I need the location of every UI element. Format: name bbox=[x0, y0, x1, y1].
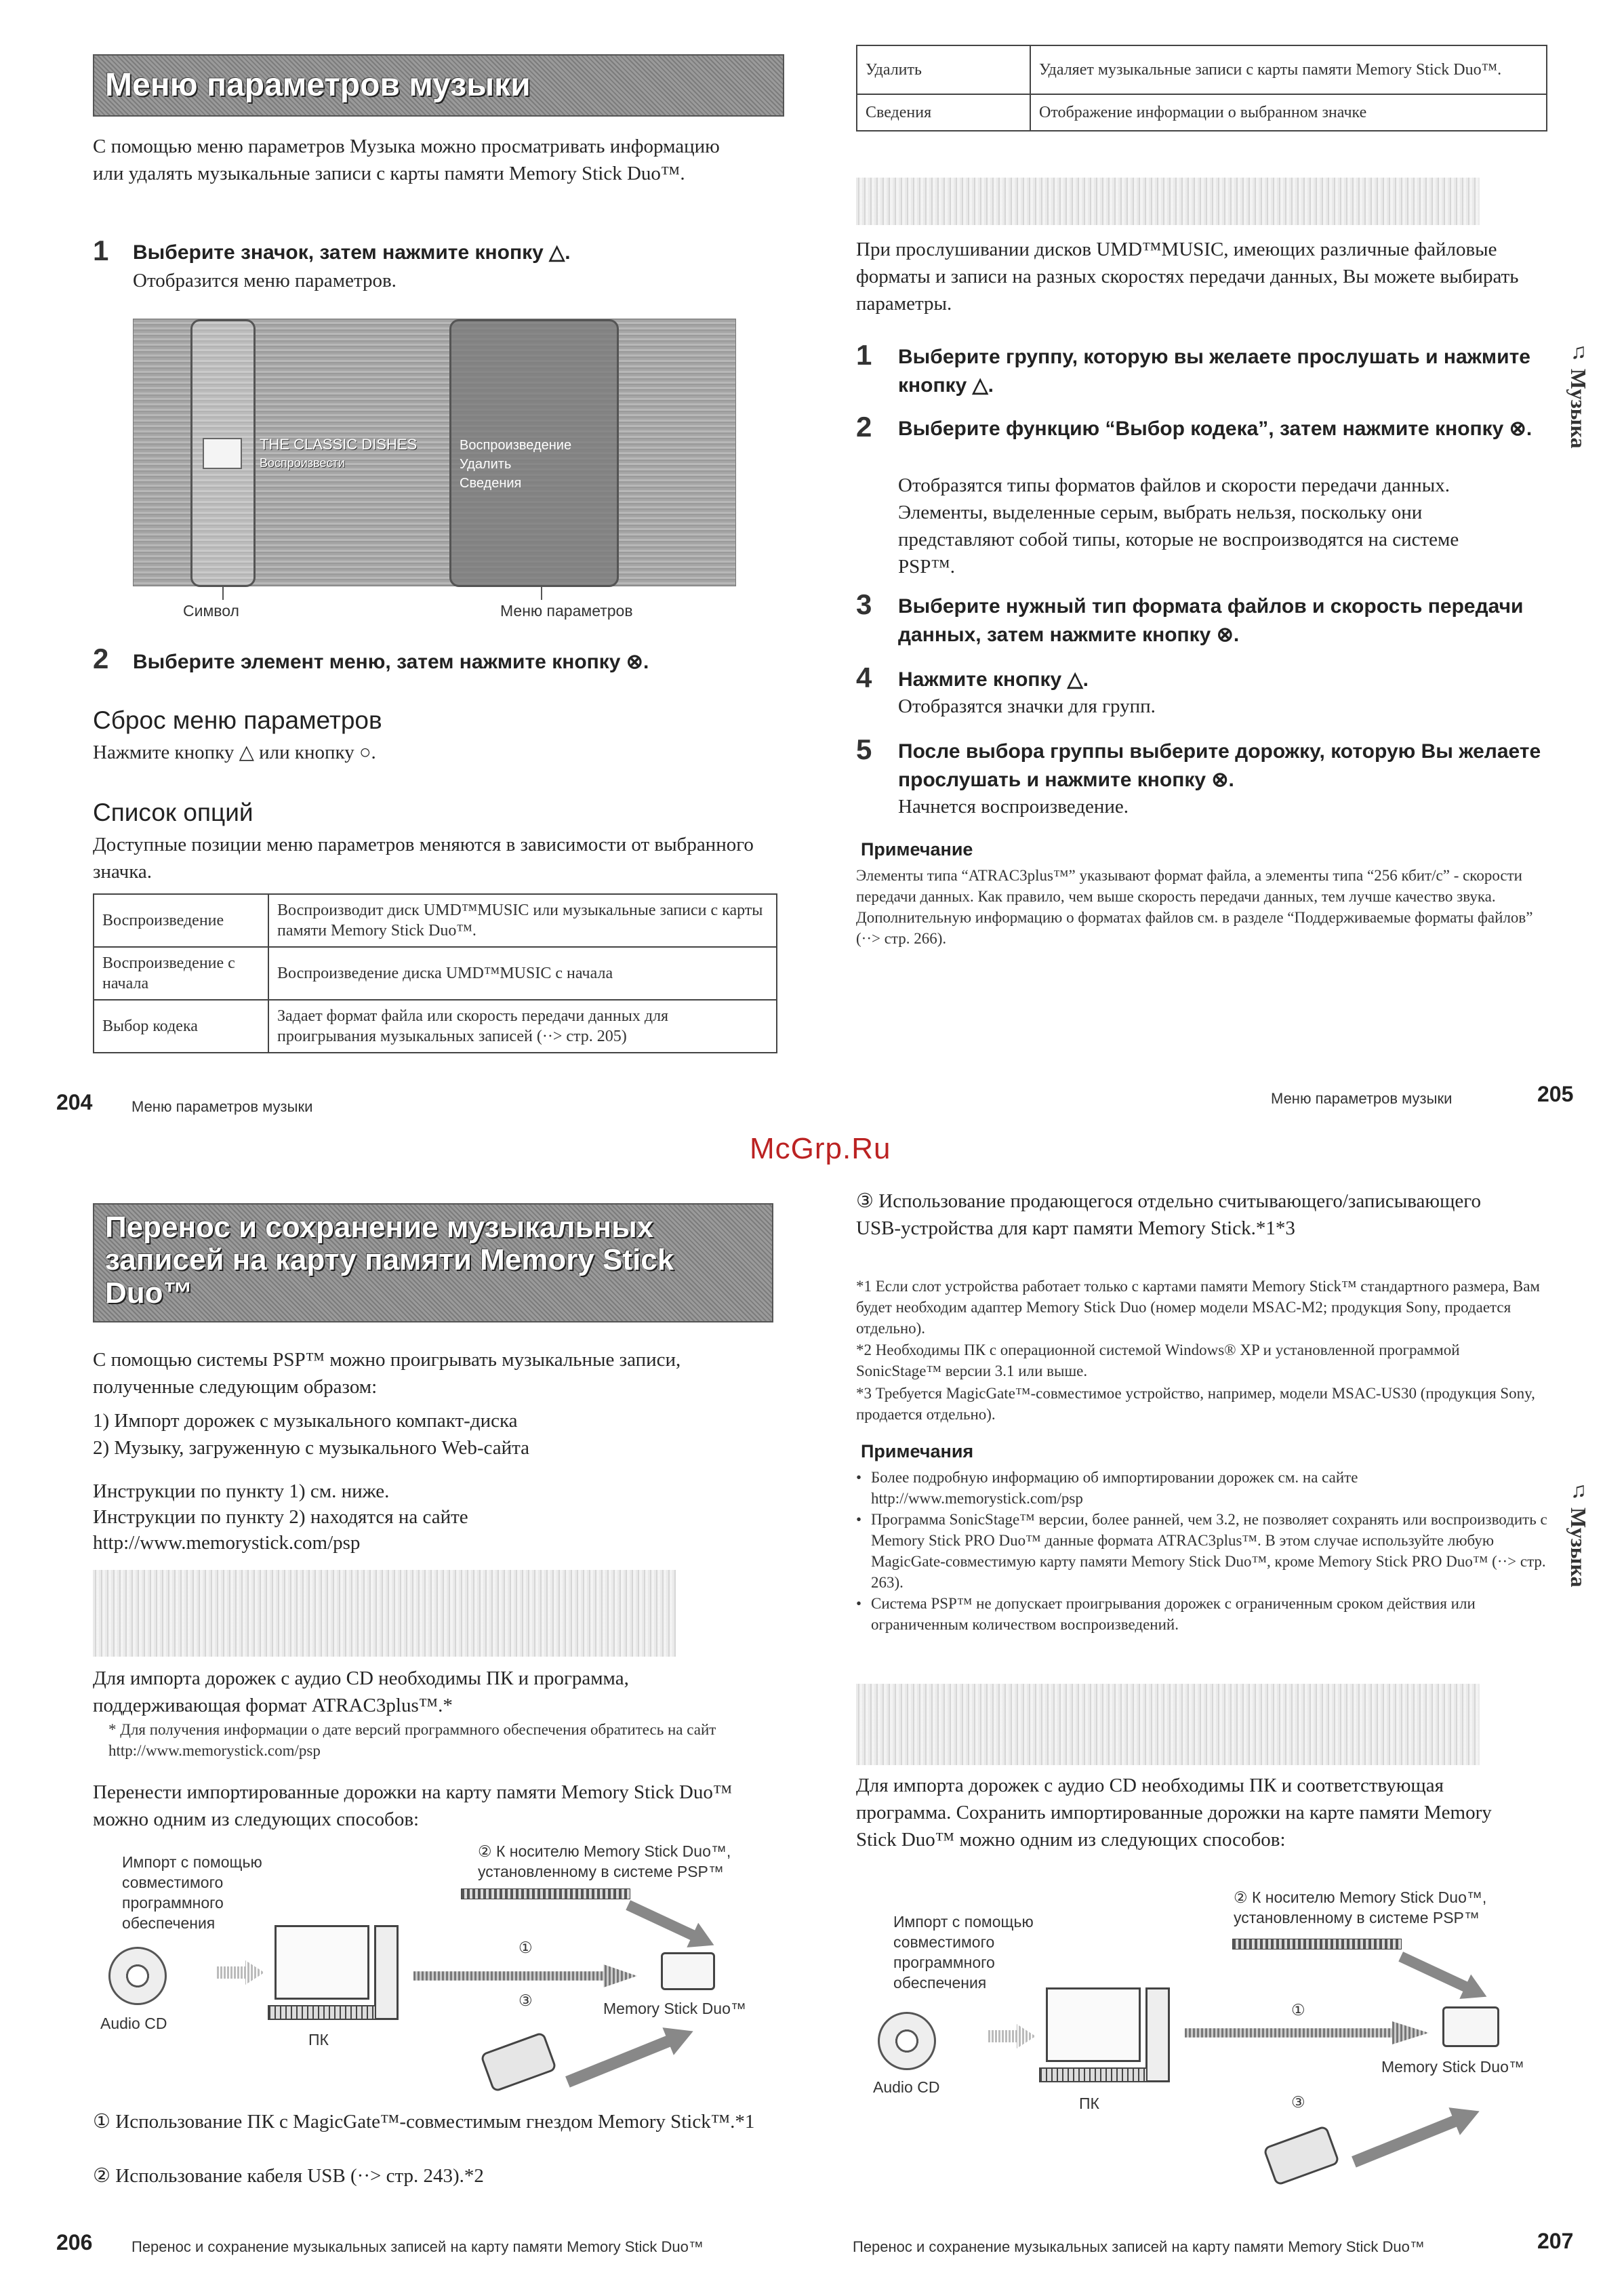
arrow-icon bbox=[1185, 2021, 1429, 2044]
list-item: • Более подробную информацию об импортировании дорожек см. на сайте http://www.memorystick.com/psp bbox=[856, 1467, 1547, 1509]
page-number: 206 bbox=[56, 2230, 93, 2255]
step-title: Выберите функцию “Выбор кодека”, затем нажмите кнопку ⊗. bbox=[898, 418, 1532, 440]
card-reader-icon bbox=[480, 2032, 557, 2093]
diagram-to-psp-label: ② К носителю Memory Stick Duo™, установленному в системе PSP™ bbox=[1234, 1888, 1487, 1926]
diagram-pc-label: ПК bbox=[1079, 2095, 1099, 2112]
table-cell-key: Воспроизведение с начала bbox=[94, 947, 268, 1000]
page-footer: Перенос и сохранение музыкальных записей на карту памяти Memory Stick Duo™ bbox=[853, 2238, 1425, 2255]
diagram-pc-label: ПК bbox=[308, 2031, 329, 2048]
table-row bbox=[94, 1000, 777, 1053]
step-number: 1 bbox=[856, 339, 872, 371]
page-footer: Перенос и сохранение музыкальных записей на карту памяти Memory Stick Duo™ bbox=[131, 2238, 704, 2255]
list-item: • Система PSP™ не допускает проигрывания дорожек с ограниченным сроком действия или ограниченным количеством воспроизведений. bbox=[856, 1593, 1547, 1635]
menu-item-delete: Удалить bbox=[460, 457, 512, 472]
pc-keyboard-icon bbox=[1039, 2067, 1148, 2082]
pc-monitor-icon bbox=[275, 1925, 369, 2000]
step-title: Выберите группу, которую вы желаете прослушать и нажмите кнопку △. bbox=[898, 346, 1530, 397]
callout-line bbox=[541, 586, 542, 600]
options-table-continued bbox=[856, 45, 1547, 132]
usb-cable-icon bbox=[461, 1888, 630, 1899]
pc-tower-icon bbox=[374, 1925, 399, 2020]
memory-stick-icon bbox=[1442, 2006, 1499, 2047]
step-text: Отобразятся значки для групп. bbox=[898, 695, 1156, 717]
faded-section-heading bbox=[856, 178, 1480, 225]
page-title: Перенос и сохранение музыкальных записей на карту памяти Memory Stick Duo™ bbox=[93, 1203, 773, 1322]
faded-section-heading bbox=[93, 1570, 676, 1657]
table-cell-key: Удалить bbox=[857, 45, 1030, 94]
arrow-icon bbox=[562, 2017, 699, 2096]
step-number: 2 bbox=[93, 643, 109, 674]
page-number: 205 bbox=[1537, 1082, 1574, 1106]
table-cell-value: Воспроизведение диска UMD™MUSIC с начала bbox=[268, 947, 777, 1000]
step-text: Начнется воспроизведение. bbox=[898, 796, 1129, 817]
diagram-to-psp-label: ② К носителю Memory Stick Duo™, установленному в системе PSP™ bbox=[478, 1842, 731, 1880]
label-options-menu: Меню параметров bbox=[500, 602, 633, 620]
page-number: 207 bbox=[1537, 2229, 1574, 2253]
options-list-heading: Список опций bbox=[93, 799, 253, 826]
options-table bbox=[93, 893, 777, 1053]
arrow-icon bbox=[1348, 2097, 1485, 2176]
watermark: McGrp.Ru bbox=[750, 1132, 891, 1165]
method-2: ② Использование кабеля USB (··> стр. 243).*2 bbox=[93, 2165, 484, 2187]
diagram-ms-label: Memory Stick Duo™ bbox=[603, 2000, 746, 2017]
pc-keyboard-icon bbox=[268, 2005, 376, 2020]
diagram-cd-label: Audio CD bbox=[100, 2015, 167, 2032]
psp-screen-illustration bbox=[133, 319, 736, 586]
method-1: ① Использование ПК с MagicGate™-совместимым гнездом Memory Stick™.*1 bbox=[93, 2111, 755, 2133]
memory-stick-icon bbox=[661, 1952, 715, 1990]
section-side-tab: ♫ Музыка bbox=[1566, 1478, 1591, 1588]
page-title: Меню параметров музыки bbox=[93, 54, 784, 117]
table-row bbox=[857, 45, 1547, 94]
footnote: * Для получения информации о дате версий программного обеспечения обратитесь на сайт http://www.memorystick.com/psp bbox=[108, 1721, 716, 1759]
options-list-text: Доступные позиции меню параметров меняются в зависимости от выбранного значка. bbox=[93, 834, 754, 883]
instructions-2: Инструкции по пункту 2) находятся на сайте bbox=[93, 1506, 468, 1528]
step-title: После выбора группы выберите дорожку, которую Вы желаете прослушать и нажмите кнопку ⊗. bbox=[898, 740, 1541, 791]
reset-text: Нажмите кнопку △ или кнопку ○. bbox=[93, 742, 376, 763]
diagram-cd-label: Audio CD bbox=[873, 2078, 940, 2096]
step-title: Выберите значок, затем нажмите кнопку △. bbox=[133, 241, 571, 264]
table-cell-key: Воспроизведение bbox=[94, 894, 268, 947]
intro-paragraph: С помощью меню параметров Музыка можно просматривать информацию или удалять музыкальные записи с карты памяти Memory Stick Duo™. bbox=[93, 136, 720, 184]
list-item: 1) Импорт дорожек с музыкального компакт-диска bbox=[93, 1410, 518, 1432]
audio-cd-icon bbox=[108, 1947, 167, 2005]
arrow-icon bbox=[1395, 1944, 1493, 2008]
screen-item-sub: Воспроизвести bbox=[260, 456, 345, 470]
page-footer: Меню параметров музыки bbox=[1271, 1090, 1453, 1107]
method-3: ③ Использование продающегося отдельно считывающего/записывающего USB-устройства для карт памяти Memory Stick.*1*3 bbox=[856, 1190, 1481, 1239]
list-item: 2) Музыку, загруженную с музыкального Web-сайта bbox=[93, 1437, 530, 1459]
notes-list bbox=[856, 1467, 1547, 1635]
diagram-import-label: Импорт с помощью совместимого программного обеспечения bbox=[122, 1853, 262, 1932]
intro-paragraph: С помощью системы PSP™ можно проигрывать музыкальные записи, полученные следующим образом: bbox=[93, 1349, 681, 1398]
intro-paragraph: При прослушивании дисков UMD™MUSIC, имеющих различные файловые форматы и записи на разных скоростях передачи данных, Вы можете выбирать параметры. bbox=[856, 239, 1519, 315]
selected-icon bbox=[203, 438, 242, 469]
step-number: 3 bbox=[856, 588, 872, 620]
table-row bbox=[857, 94, 1547, 131]
step-number: 1 bbox=[93, 235, 109, 266]
list-item: • Программа SonicStage™ версии, более ранней, чем 3.2, не позволяет сохранять или воспроизводить с Memory Stick PRO Duo™ данные формата ATRAC3plus™. В этом случае используйте любую MagicGate-совместимую карту памяти Memory Stick Duo™, кроме Memory Stick PRO Duo™ (··> стр. 263). bbox=[856, 1509, 1547, 1593]
note-heading: Примечание bbox=[861, 839, 973, 860]
note-text: Элементы типа “ATRAC3plus™” указывают формат файла, а элементы типа “256 кбит/с” - скорости передачи данных. Как правило, чем выше скорость передачи данных, тем лучше качество звука. Дополнительную информацию о форматах файлов см. в разделе “Поддерживаемые форматы файлов” (··> стр. 266). bbox=[856, 867, 1533, 947]
step-title: Нажмите кнопку △. bbox=[898, 668, 1089, 691]
table-cell-value: Задает формат файла или скорость передачи данных для проигрывания музыкальных записей (··> стр. 205) bbox=[268, 1000, 777, 1053]
footnote-3: *3 Требуется MagicGate™-совместимое устройство, например, модели MSAC-US30 (продукция Sony, продается отдельно). bbox=[856, 1385, 1535, 1423]
paragraph: Перенести импортированные дорожки на карту памяти Memory Stick Duo™ можно одним из следующих способов: bbox=[93, 1781, 733, 1830]
table-row bbox=[94, 947, 777, 1000]
diagram-three-marker: ③ bbox=[519, 1992, 533, 2009]
arrow-icon bbox=[413, 1964, 637, 1987]
diagram-one-marker: ① bbox=[519, 1939, 533, 1956]
faded-section-heading bbox=[856, 1684, 1480, 1765]
menu-item-info: Сведения bbox=[460, 476, 522, 491]
diagram-three-marker: ③ bbox=[1291, 2093, 1305, 2111]
step-number: 5 bbox=[856, 733, 872, 765]
notes-heading: Примечания bbox=[861, 1441, 974, 1461]
table-cell-key: Сведения bbox=[857, 94, 1030, 131]
diagram-import-label: Импорт с помощью совместимого программного обеспечения bbox=[893, 1913, 1034, 1992]
step-number: 2 bbox=[856, 411, 872, 443]
table-row bbox=[94, 894, 777, 947]
instructions-1: Инструкции по пункту 1) см. ниже. bbox=[93, 1480, 390, 1502]
paragraph: Для импорта дорожек с аудио CD необходимы ПК и программа, поддерживающая формат ATRAC3plus™.* bbox=[93, 1668, 629, 1716]
arrow-icon bbox=[217, 1960, 264, 1985]
menu-item-play: Воспроизведение bbox=[460, 438, 572, 453]
arrow-icon bbox=[988, 2024, 1036, 2048]
pc-tower-icon bbox=[1145, 1987, 1170, 2082]
table-cell-value: Удаляет музыкальные записи с карты памяти Memory Stick Duo™. bbox=[1030, 45, 1547, 94]
table-cell-key: Выбор кодека bbox=[94, 1000, 268, 1053]
footnote-1: *1 Если слот устройства работает только с картами памяти Memory Stick™ стандартного размера, Вам будет необходим адаптер Memory Stick Duo (номер модели MSAC-M2; продукция Sony, продается отдельно). bbox=[856, 1278, 1540, 1337]
diagram-one-marker: ① bbox=[1291, 2001, 1305, 2019]
arrow-icon bbox=[622, 1893, 720, 1957]
table-cell-value: Воспроизводит диск UMD™MUSIC или музыкальные записи с карты памяти Memory Stick Duo™. bbox=[268, 894, 777, 947]
screen-item-title: THE CLASSIC DISHES bbox=[260, 436, 418, 453]
reset-heading: Сброс меню параметров bbox=[93, 706, 382, 734]
step-number: 4 bbox=[856, 662, 872, 693]
page-footer: Меню параметров музыки bbox=[131, 1098, 313, 1115]
step-text: Отобразятся типы форматов файлов и скорости передачи данных. Элементы, выделенные серым, выбрать нельзя, поскольку они представляют собой типы, которые не воспроизводятся на системе PSP™. bbox=[898, 474, 1459, 578]
diagram-ms-label: Memory Stick Duo™ bbox=[1381, 2058, 1524, 2076]
step-text: Отобразится меню параметров. bbox=[133, 270, 397, 291]
step-title: Выберите нужный тип формата файлов и скорость передачи данных, затем нажмите кнопку ⊗. bbox=[898, 595, 1524, 646]
website-link[interactable]: http://www.memorystick.com/psp bbox=[93, 1532, 361, 1554]
label-symbol: Символ bbox=[183, 602, 239, 620]
callout-line bbox=[222, 586, 224, 600]
pc-monitor-icon bbox=[1046, 1987, 1141, 2062]
step-title: Выберите элемент меню, затем нажмите кнопку ⊗. bbox=[133, 651, 649, 673]
paragraph: Для импорта дорожек с аудио CD необходимы ПК и соответствующая программа. Сохранить импортированные дорожки на карте памяти Memory Stick Duo™ можно одним из следующих способов: bbox=[856, 1775, 1492, 1851]
audio-cd-icon bbox=[878, 2012, 936, 2070]
table-cell-value: Отображение информации о выбранном значке bbox=[1030, 94, 1547, 131]
card-reader-icon bbox=[1263, 2125, 1340, 2187]
section-side-tab: ♫ Музыка bbox=[1566, 339, 1591, 449]
usb-cable-icon bbox=[1232, 1939, 1402, 1949]
footnote-2: *2 Необходимы ПК с операционной системой Windows® XP и установленной программой SonicStage™ версии 3.1 или выше. bbox=[856, 1341, 1460, 1379]
options-menu-panel bbox=[449, 319, 619, 587]
page-number: 204 bbox=[56, 1090, 93, 1114]
